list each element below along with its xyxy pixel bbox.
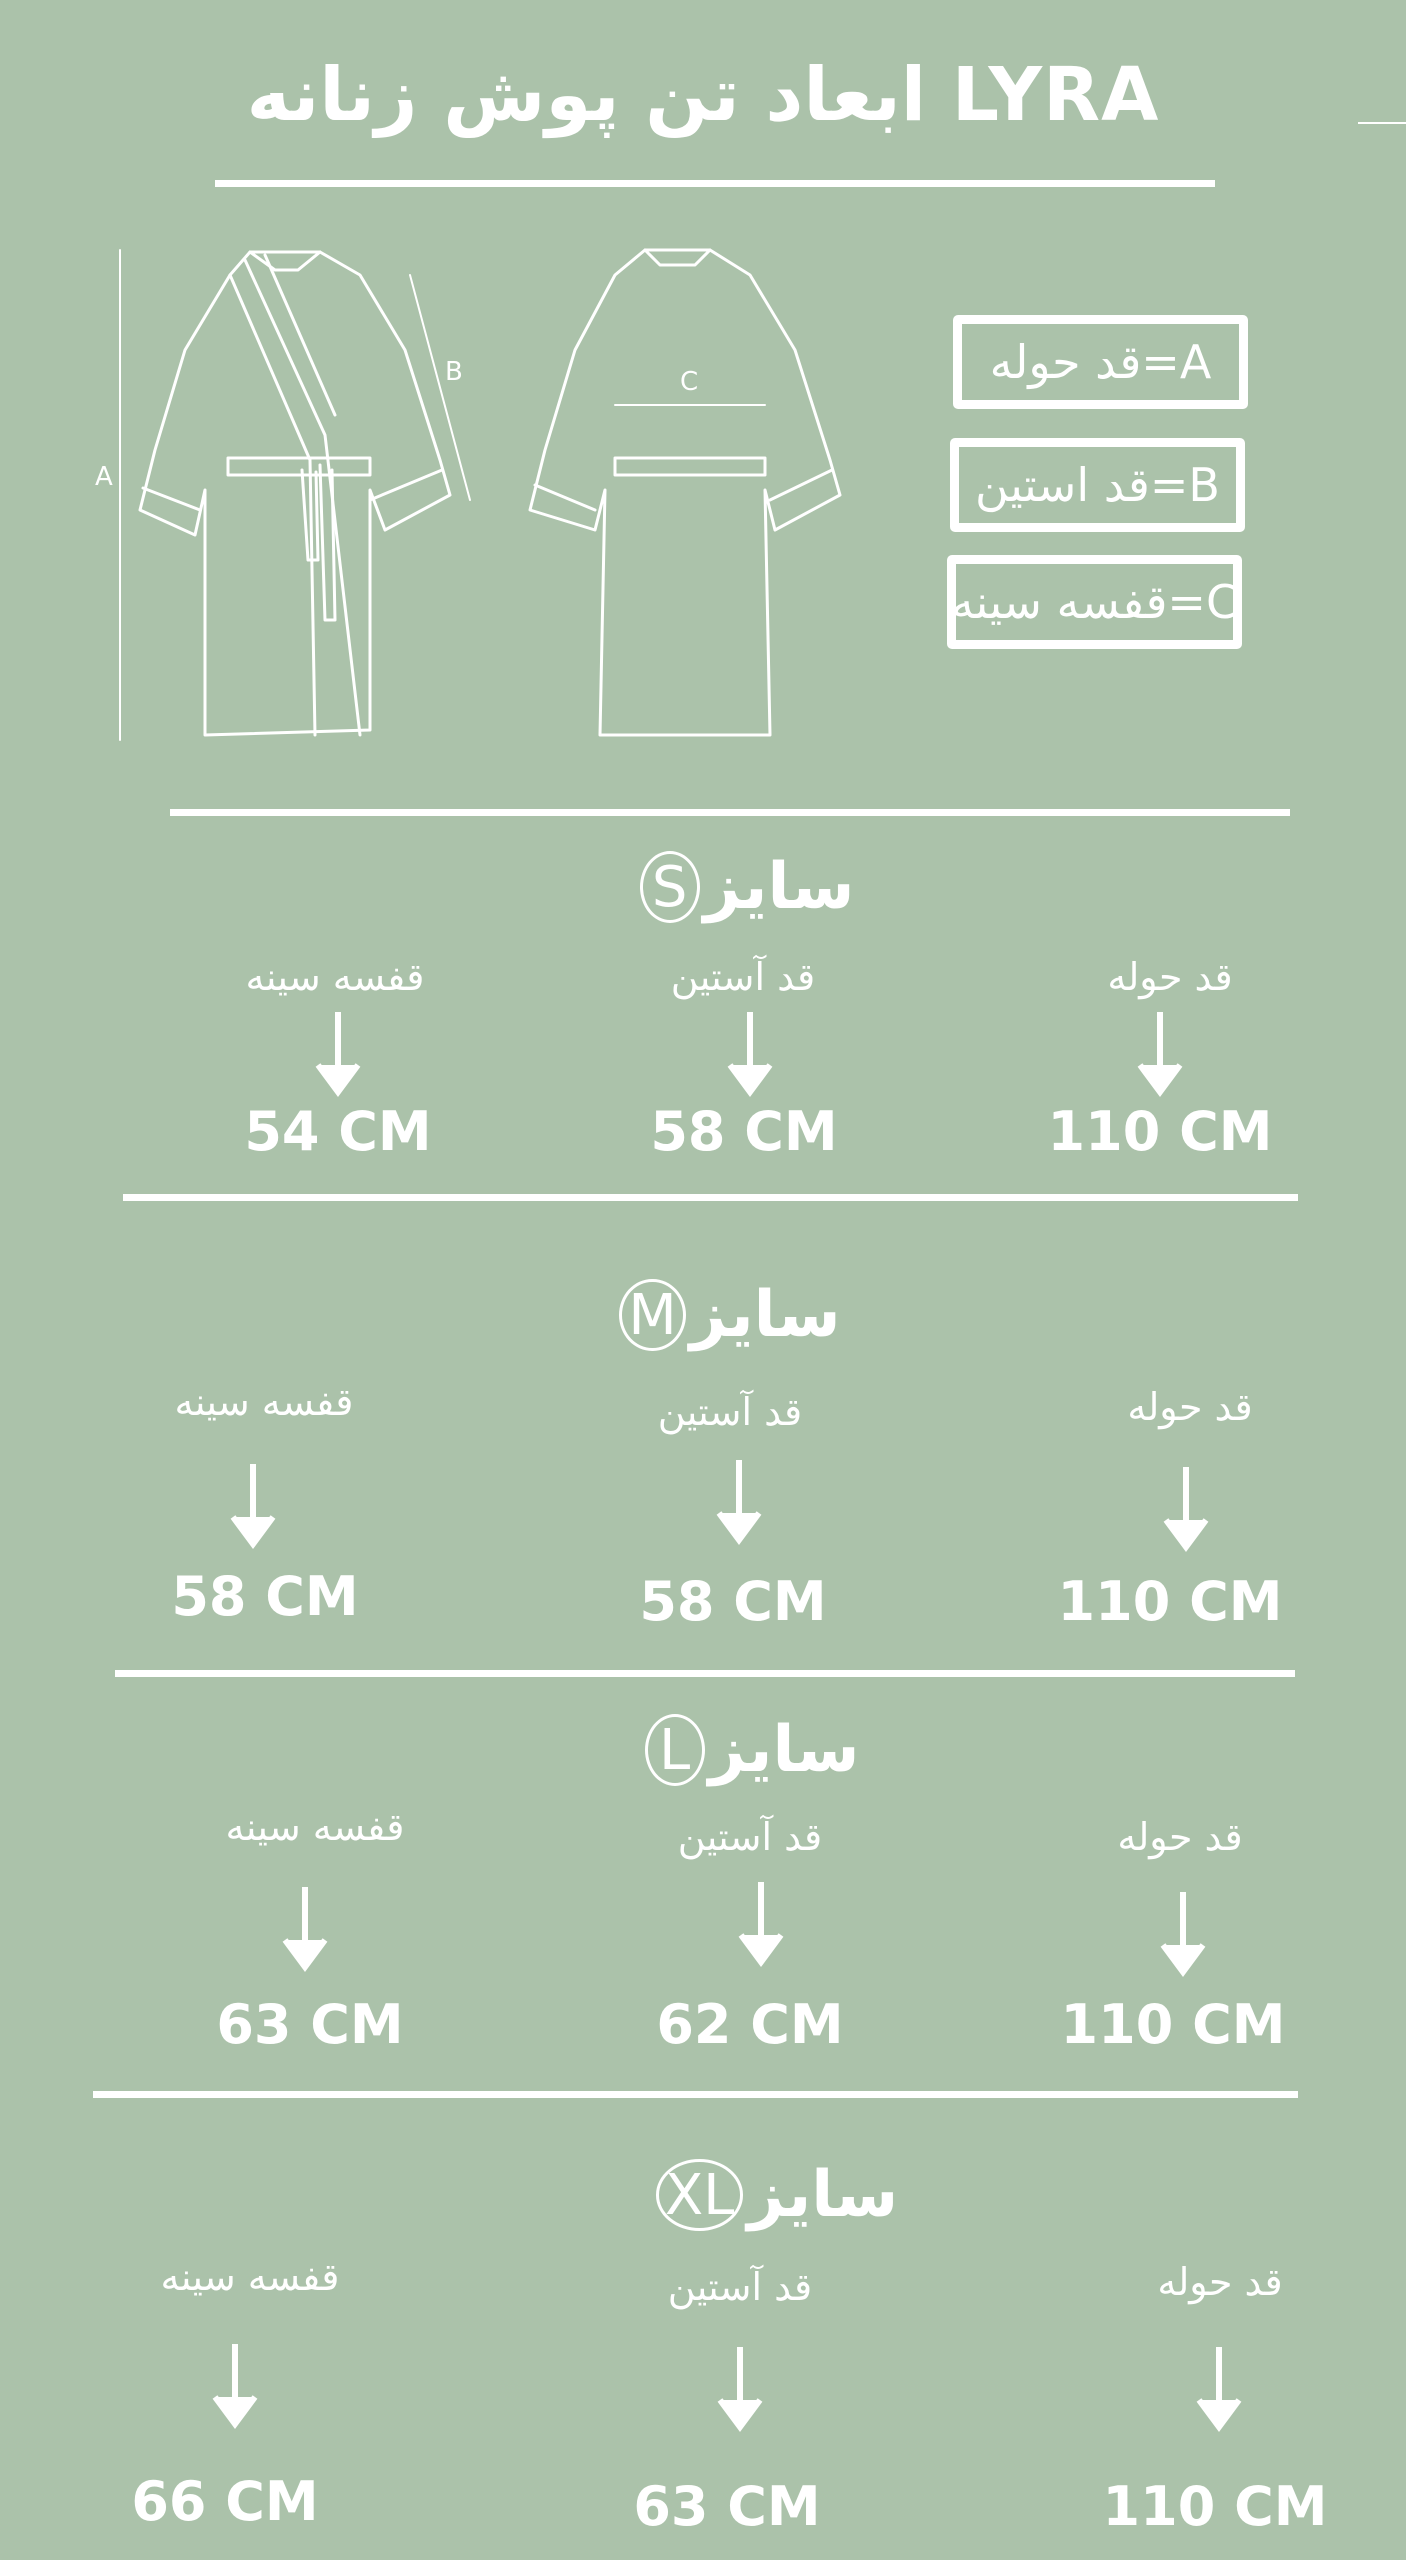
value-length: 110 CM [1060,1993,1286,2056]
col-label-length: قد حوله [1117,1815,1243,1859]
col-label-sleeve: قد آستین [670,955,816,999]
size-word: سایز [747,2158,899,2232]
size-badge-xl: XL [656,2159,744,2231]
col-label-sleeve: قد آستین [657,1390,803,1434]
robe-diagram [70,230,890,760]
diagram-label-c: C [680,367,699,397]
section-divider-top [170,809,1290,816]
value-chest: 54 CM [244,1100,432,1163]
legend-chest: C=قفسه سینه [947,555,1242,649]
col-label-chest: قفسه سینه [245,955,425,999]
size-badge-l: L [645,1714,705,1786]
robe-back-icon [530,250,840,735]
value-sleeve: 58 CM [639,1570,827,1633]
diagram-label-a: A [95,462,113,492]
value-length: 110 CM [1057,1570,1283,1633]
section-divider [93,2091,1298,2098]
col-label-length: قد حوله [1127,1385,1253,1429]
value-chest: 58 CM [171,1565,359,1628]
arrow-down-icon [1130,1010,1190,1100]
col-label-sleeve: قد آستین [677,1815,823,1859]
arrow-down-icon [710,2345,770,2435]
size-word: سایز [689,1278,841,1352]
col-label-length: قد حوله [1157,2260,1283,2304]
diagram-label-b: B [445,357,463,387]
arrow-down-icon [709,1458,769,1548]
size-title-l [502,1695,1002,1805]
value-sleeve: 63 CM [633,2475,821,2538]
legend-length: A=قد حوله [953,315,1248,409]
value-sleeve: 58 CM [650,1100,838,1163]
value-length: 110 CM [1102,2475,1328,2538]
size-word: سایز [708,1713,860,1787]
robe-front-icon [120,250,470,740]
col-label-length: قد حوله [1107,955,1233,999]
size-word: سایز [703,850,855,924]
value-chest: 66 CM [131,2470,319,2533]
arrow-down-icon [308,1010,368,1100]
arrow-down-icon [1153,1890,1213,1980]
size-title-m [480,1260,980,1370]
value-chest: 63 CM [216,1993,404,2056]
size-badge-m: M [619,1279,685,1351]
value-length: 110 CM [1047,1100,1273,1163]
legend-sleeve: B=قد استین [950,438,1245,532]
corner-divider [1358,122,1406,124]
arrow-down-icon [275,1885,335,1975]
section-divider [123,1194,1298,1201]
arrow-down-icon [731,1880,791,1970]
title-divider [215,180,1215,187]
arrow-down-icon [1189,2345,1249,2435]
col-label-sleeve: قد آستین [667,2265,813,2309]
size-title-xl [527,2140,1027,2250]
col-label-chest: قفسه سینه [174,1380,354,1424]
arrow-down-icon [205,2342,265,2432]
col-label-chest: قفسه سینه [225,1805,405,1849]
arrow-down-icon [223,1462,283,1552]
page-title: ابعاد تن پوش زنانه LYRA [246,52,1160,138]
arrow-down-icon [720,1010,780,1100]
value-sleeve: 62 CM [656,1993,844,2056]
size-title-s [497,832,997,942]
size-badge-s: S [640,851,700,923]
col-label-chest: قفسه سینه [160,2255,340,2299]
arrow-down-icon [1156,1465,1216,1555]
section-divider [115,1670,1295,1677]
